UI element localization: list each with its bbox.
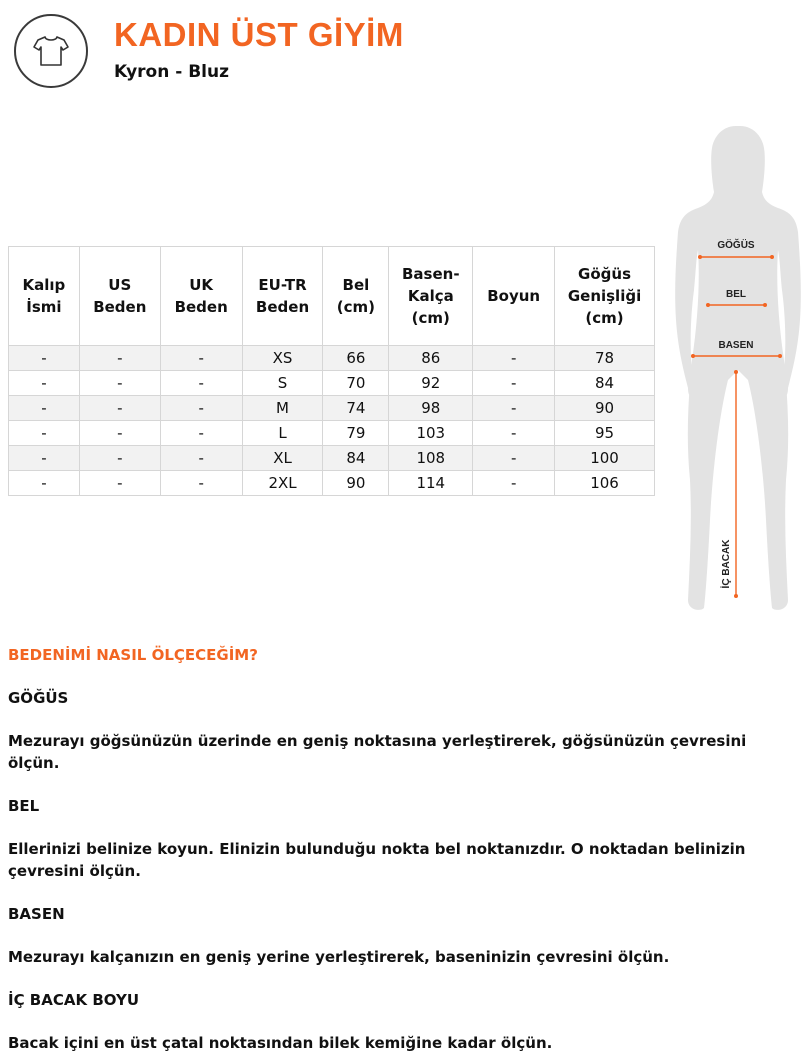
column-header-line: EU-TR xyxy=(258,276,307,294)
table-cell: - xyxy=(9,346,80,371)
table-cell: M xyxy=(242,396,323,421)
inseam-measure-line xyxy=(734,370,738,598)
table-cell: 95 xyxy=(555,421,655,446)
table-body xyxy=(9,346,655,496)
table-cell: - xyxy=(473,421,555,446)
column-header-line: Beden xyxy=(93,298,147,316)
waist-label: BEL xyxy=(726,289,746,300)
table-cell: - xyxy=(79,396,160,421)
table-cell: 86 xyxy=(389,346,473,371)
column-header-line: Genişliği xyxy=(567,287,642,305)
table-cell: - xyxy=(160,471,242,496)
guide-text: Mezurayı göğsünüzün üzerinde en geniş noktasına yerleştirerek, göğsünüzün çevresini ölçün. xyxy=(8,732,747,772)
table-cell: 108 xyxy=(389,446,473,471)
column-header xyxy=(555,247,655,346)
column-header xyxy=(160,247,242,346)
table-cell: - xyxy=(160,346,242,371)
guide-heading: İÇ BACAK BOYU xyxy=(8,991,140,1009)
table-cell: 98 xyxy=(389,396,473,421)
table-cell: - xyxy=(79,446,160,471)
table-cell: - xyxy=(473,446,555,471)
table-cell: 84 xyxy=(323,446,389,471)
table-cell: 2XL xyxy=(242,471,323,496)
table-row xyxy=(9,346,655,371)
table-row xyxy=(9,471,655,496)
guide-section-hip xyxy=(8,903,798,968)
table-cell: 66 xyxy=(323,346,389,371)
page-title: KADIN ÜST GİYİM xyxy=(114,16,404,53)
guide-text: Bacak içini en üst çatal noktasından bilek kemiğine kadar ölçün. xyxy=(8,1034,553,1052)
table-cell: - xyxy=(9,421,80,446)
table-cell: 79 xyxy=(323,421,389,446)
table-cell: 106 xyxy=(555,471,655,496)
column-header-line: Beden xyxy=(255,298,310,316)
column-header-line: Basen- xyxy=(402,265,460,283)
tshirt-icon xyxy=(32,34,70,68)
guide-section-waist xyxy=(8,795,798,882)
header xyxy=(14,14,794,94)
table-cell: - xyxy=(473,396,555,421)
table-cell: XL xyxy=(242,446,323,471)
column-header-line: (cm) xyxy=(411,309,450,327)
column-header xyxy=(242,247,323,346)
column-header-line: UK xyxy=(189,276,214,294)
logo-badge xyxy=(14,14,88,88)
table-cell: - xyxy=(160,371,242,396)
column-header-line: (cm) xyxy=(585,309,624,327)
column-header-line: Beden xyxy=(174,298,228,316)
column-header-line: Göğüs xyxy=(578,265,632,283)
table-cell: - xyxy=(79,421,160,446)
column-header-line: Boyun xyxy=(487,287,541,305)
table-cell: 114 xyxy=(389,471,473,496)
column-header-line: Kalça xyxy=(407,287,454,305)
column-header xyxy=(473,247,555,346)
table-cell: - xyxy=(79,471,160,496)
table-cell: 100 xyxy=(555,446,655,471)
hip-label: BASEN xyxy=(718,340,754,351)
table-cell: 90 xyxy=(323,471,389,496)
column-header xyxy=(9,247,80,346)
body-measurement-figure xyxy=(668,120,808,620)
table-cell: 70 xyxy=(323,371,389,396)
chest-label: GÖĞÜS xyxy=(717,240,755,251)
guide-heading: GÖĞÜS xyxy=(8,689,69,707)
table-cell: L xyxy=(242,421,323,446)
table-cell: - xyxy=(9,371,80,396)
table-row xyxy=(9,371,655,396)
guide-heading: BASEN xyxy=(8,905,65,923)
table-cell: - xyxy=(160,421,242,446)
guide-title: BEDENİMİ NASIL ÖLÇECEĞİM? xyxy=(8,646,258,664)
table-cell: S xyxy=(242,371,323,396)
table-cell: 103 xyxy=(389,421,473,446)
column-header-line: Kalıp xyxy=(22,276,66,294)
table-row xyxy=(9,421,655,446)
body-silhouette xyxy=(675,126,801,610)
table-cell: - xyxy=(473,471,555,496)
table-cell: - xyxy=(160,396,242,421)
guide-text: Ellerinizi belinize koyun. Elinizin bulunduğu nokta bel noktanızdır. O noktadan belinizin çevresini ölçün. xyxy=(8,840,746,880)
inseam-label: İÇ BACAK xyxy=(721,539,732,589)
table-row xyxy=(9,396,655,421)
table-cell: 92 xyxy=(389,371,473,396)
table-cell: - xyxy=(79,371,160,396)
column-header xyxy=(389,247,473,346)
size-table xyxy=(8,246,655,496)
table-cell: - xyxy=(473,371,555,396)
column-header xyxy=(79,247,160,346)
guide-text: Mezurayı kalçanızın en geniş yerine yerleştirerek, baseninizin çevresini ölçün. xyxy=(8,948,670,966)
table-cell: - xyxy=(9,396,80,421)
column-header-line: US xyxy=(108,276,132,294)
column-header-line: (cm) xyxy=(336,298,376,316)
table-cell: 74 xyxy=(323,396,389,421)
table-cell: - xyxy=(473,346,555,371)
table-header-row xyxy=(9,247,655,346)
measurement-guide xyxy=(8,644,798,1054)
guide-section-inseam xyxy=(8,989,798,1054)
table-cell: - xyxy=(160,446,242,471)
table-cell: XS xyxy=(242,346,323,371)
product-name: Kyron - Bluz xyxy=(114,62,230,82)
table-cell: - xyxy=(9,471,80,496)
column-header-line: İsmi xyxy=(26,298,62,316)
table-cell: 78 xyxy=(555,346,655,371)
column-header-line: Bel xyxy=(342,276,370,294)
table-cell: 90 xyxy=(555,396,655,421)
guide-section-chest xyxy=(8,687,798,774)
table-cell: 84 xyxy=(555,371,655,396)
table-cell: - xyxy=(79,346,160,371)
guide-heading: BEL xyxy=(8,797,40,815)
table-row xyxy=(9,446,655,471)
column-header xyxy=(323,247,389,346)
table-cell: - xyxy=(9,446,80,471)
